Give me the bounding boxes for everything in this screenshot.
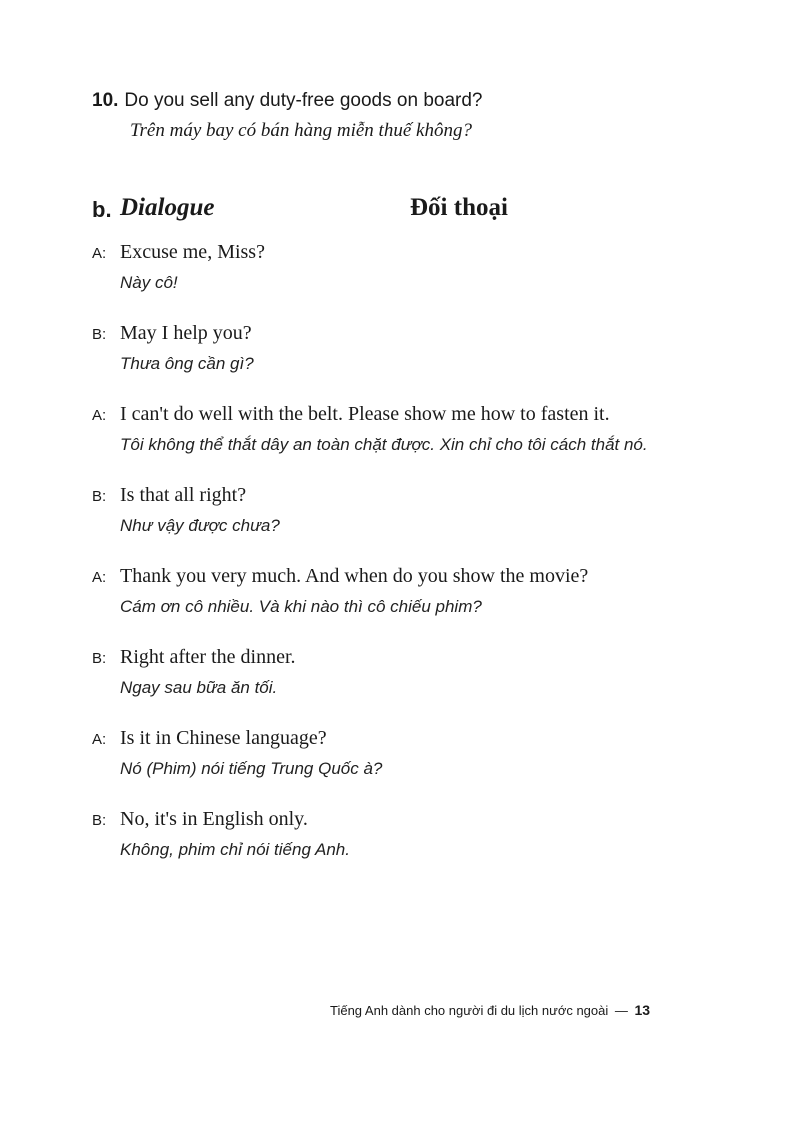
dialogue-turn xyxy=(92,321,712,376)
dialogue-turn xyxy=(92,564,712,619)
dialogue-turn xyxy=(92,807,712,862)
section-heading xyxy=(92,194,732,230)
phrase-vietnamese: Trên máy bay có bán hàng miễn thuế không? xyxy=(130,120,472,141)
dialogue-turn xyxy=(92,402,712,457)
speaker-label: B: xyxy=(92,650,107,667)
dialogue-vietnamese: Như vậy được chưa? xyxy=(120,516,280,535)
speaker-label: B: xyxy=(92,812,107,829)
speaker-label: A: xyxy=(92,407,107,424)
phrase-english-text: Do you sell any duty-free goods on board? xyxy=(124,90,483,111)
speaker-label: A: xyxy=(92,245,107,262)
dialogue-vietnamese: Không, phim chỉ nói tiếng Anh. xyxy=(120,840,350,859)
dialogue-english: Right after the dinner. xyxy=(120,646,296,668)
dialogue-vietnamese: Ngay sau bữa ăn tối. xyxy=(120,678,278,697)
dialogue-turn xyxy=(92,240,712,295)
section-title-vietnamese: Đối thoại xyxy=(410,194,508,221)
dialogue-vietnamese: Tôi không thể thắt dây an toàn chặt được. Xin chỉ cho tôi cách thắt nó. xyxy=(120,435,648,454)
dialogue-vietnamese: Thưa ông cần gì? xyxy=(120,354,254,373)
page-number: 13 xyxy=(634,1002,651,1018)
dialogue-vietnamese: Nó (Phim) nói tiếng Trung Quốc à? xyxy=(120,759,383,778)
section-title-english: Dialogue xyxy=(120,194,215,221)
dialogue-english: Thank you very much. And when do you show the movie? xyxy=(120,565,589,587)
dialogue-english: Is that all right? xyxy=(120,484,247,506)
phrase-number: 10. xyxy=(92,90,119,111)
page-footer xyxy=(330,1001,730,1020)
book-title: Tiếng Anh dành cho người đi du lịch nước ngoài xyxy=(330,1003,609,1018)
speaker-label: A: xyxy=(92,731,107,748)
dialogue-turn xyxy=(92,726,712,781)
phrase-item-10 xyxy=(92,88,732,144)
dialogue-english: Is it in Chinese language? xyxy=(120,727,327,749)
speaker-label: B: xyxy=(92,488,107,505)
dialogue-turn xyxy=(92,483,712,538)
section-letter: b. xyxy=(92,197,112,222)
dialogue-vietnamese: Này cô! xyxy=(120,273,178,292)
phrase-english xyxy=(92,88,732,114)
dialogue-turn xyxy=(92,645,712,700)
dialogue-vietnamese: Cám ơn cô nhiều. Và khi nào thì cô chiếu phim? xyxy=(120,597,482,616)
dialogue xyxy=(92,240,712,862)
dialogue-english: I can't do well with the belt. Please show me how to fasten it. xyxy=(120,403,610,425)
speaker-label: A: xyxy=(92,569,107,586)
dialogue-english: No, it's in English only. xyxy=(120,808,308,830)
speaker-label: B: xyxy=(92,326,107,343)
dialogue-english: May I help you? xyxy=(120,322,252,344)
footer-separator: — xyxy=(614,1003,628,1018)
dialogue-english: Excuse me, Miss? xyxy=(120,241,265,263)
